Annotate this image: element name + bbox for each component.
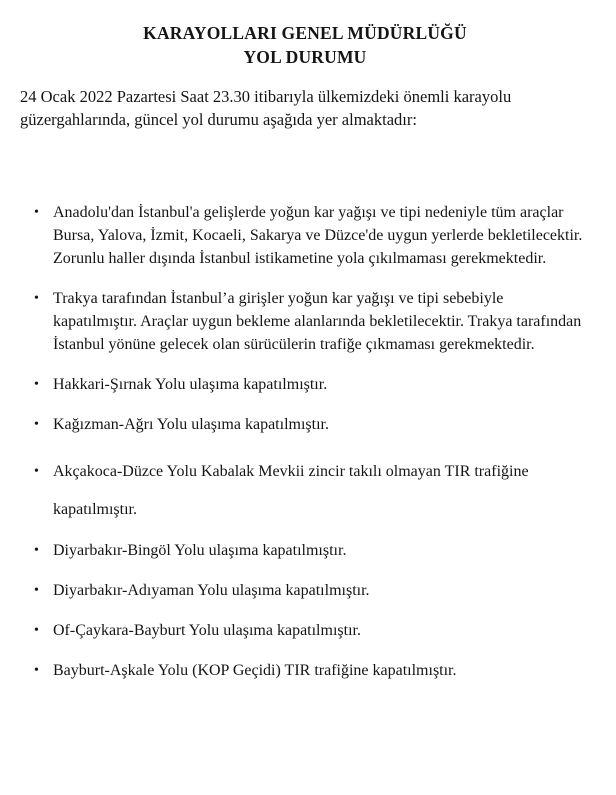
bullet-text: Trakya tarafından İstanbul’a girişler yoğun kar yağışı ve tipi sebebiyle kapatılmıştır. Araçlar uygun bekleme alanlarında bekletilecektir. Trakya tarafından İstanbul yönüne gelecek olan sürücülerin trafiğe çıkmaması gerekmektedir. <box>53 290 582 353</box>
title-line-1: KARAYOLLARI GENEL MÜDÜRLÜĞÜ <box>143 23 467 43</box>
bullet-text: Diyarbakır-Adıyaman Yolu ulaşıma kapatılmıştır. <box>53 582 370 599</box>
bullet-text: Of-Çaykara-Bayburt Yolu ulaşıma kapatılmıştır. <box>53 622 361 639</box>
list-item <box>20 619 590 642</box>
bullet-icon: • <box>34 205 39 220</box>
list-item <box>20 373 590 396</box>
list-item <box>20 413 590 436</box>
bullet-icon: • <box>34 623 39 638</box>
road-status-list <box>20 201 590 682</box>
title-line-2: YOL DURUMU <box>243 47 367 67</box>
bullet-text: Bayburt-Aşkale Yolu (KOP Geçidi) TIR trafiğine kapatılmıştır. <box>53 662 457 679</box>
bullet-text: Akçakoca-Düzce Yolu Kabalak Mevkii zincir takılı olmayan TIR trafiğine kapatılmıştır. <box>53 463 529 518</box>
bullet-icon: • <box>34 543 39 558</box>
bullet-icon: • <box>34 417 39 432</box>
bullet-icon: • <box>34 464 39 479</box>
list-item <box>20 287 590 356</box>
list-item <box>20 659 590 682</box>
bullet-text: Kağızman-Ağrı Yolu ulaşıma kapatılmıştır. <box>53 416 329 433</box>
bullet-icon: • <box>34 583 39 598</box>
bullet-icon: • <box>34 291 39 306</box>
intro-paragraph: 24 Ocak 2022 Pazartesi Saat 23.30 itibarıyla ülkemizdeki önemli karayolu güzergahlarında, güncel yol durumu aşağıda yer almaktadır: <box>20 87 512 129</box>
list-item <box>20 539 590 562</box>
document-title <box>20 21 590 69</box>
bullet-icon: • <box>34 663 39 678</box>
bullet-text: Diyarbakır-Bingöl Yolu ulaşıma kapatılmıştır. <box>53 542 347 559</box>
bullet-text: Hakkari-Şırnak Yolu ulaşıma kapatılmıştır. <box>53 376 328 393</box>
list-item <box>20 453 590 529</box>
list-item <box>20 201 590 270</box>
bullet-icon: • <box>34 377 39 392</box>
bullet-text: Anadolu'dan İstanbul'a gelişlerde yoğun kar yağışı ve tipi nedeniyle tüm araçlar Bursa, Yalova, İzmit, Kocaeli, Sakarya ve Düzce'de uygun yerlerde bekletilecektir. Zorunlu haller dışında İstanbul istikametine yola çıkılmaması gerekmektedir. <box>53 204 583 267</box>
list-item <box>20 579 590 602</box>
